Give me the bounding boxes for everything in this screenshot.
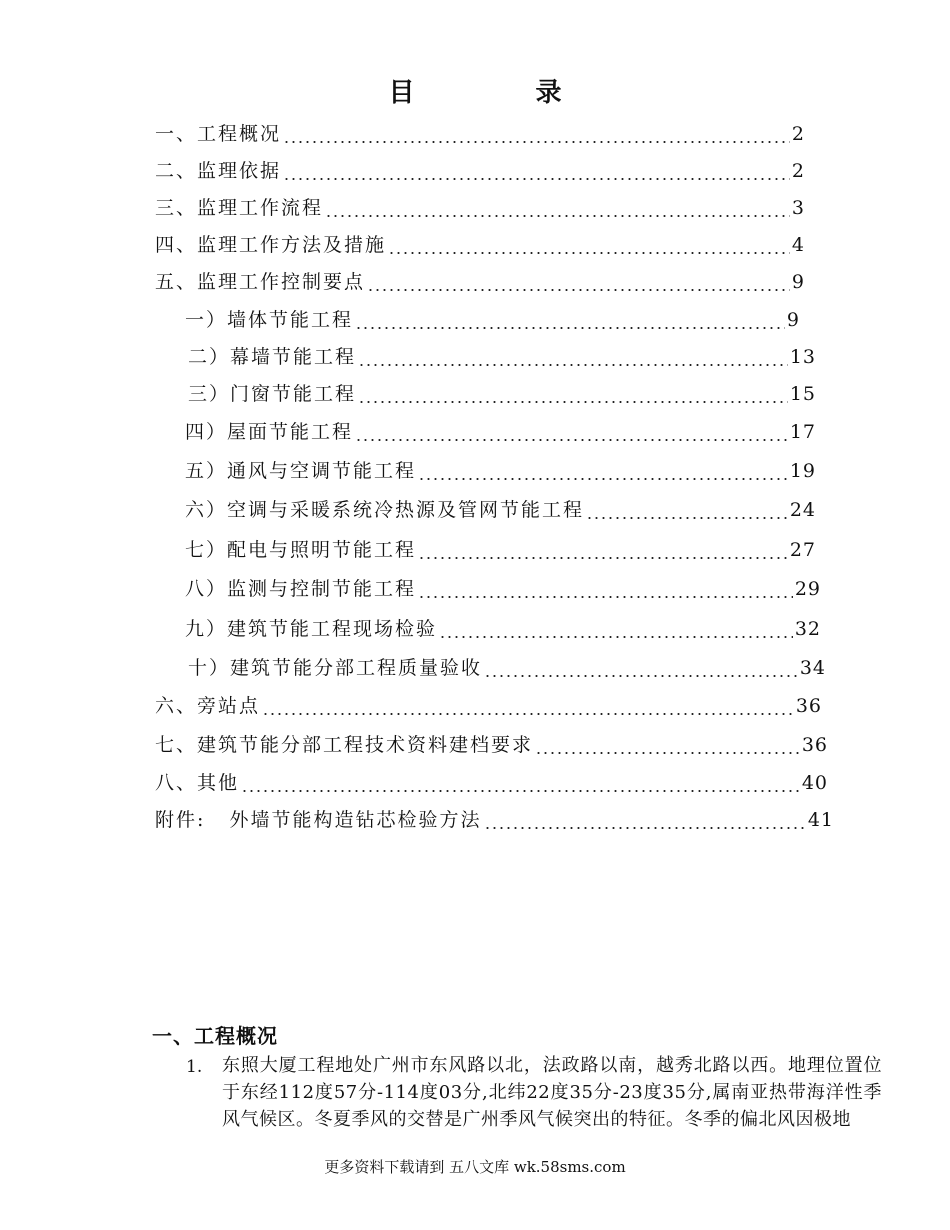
toc-entry-label: 二、监理依据 (155, 160, 282, 182)
toc-leader-dots (358, 385, 788, 403)
toc-entry-page: 24 (789, 499, 816, 521)
toc-leader-dots (388, 236, 790, 254)
toc-leader-dots (586, 501, 788, 519)
toc-leader-dots (241, 774, 800, 792)
toc-leader-dots (283, 162, 790, 180)
toc-entry-label: 一、工程概况 (155, 123, 282, 145)
toc-entry-page: 34 (799, 657, 826, 679)
toc-leader-dots (418, 541, 788, 559)
toc-entry-label: 一）墙体节能工程 (185, 309, 354, 331)
toc-entry-page: 41 (807, 809, 834, 831)
toc-entry-label: 四）屋面节能工程 (185, 421, 354, 443)
toc-title: 目 录 (388, 78, 618, 108)
toc-leader-dots (484, 659, 798, 677)
toc-entry-page: 9 (786, 309, 800, 331)
toc-entry-page: 40 (801, 772, 828, 794)
body-paragraph: 东照大厦工程地处广州市东风路以北，法政路以南，越秀北路以西。地理位置位于东经112度57分-114度03分,北纬22度35分-23度35分,属南亚热带海洋性季风气候区。冬夏季风的交替是广州季风气候突出的特征。冬季的偏北风因极地 (222, 1055, 882, 1130)
toc-entry-page: 3 (791, 197, 805, 219)
toc-leader-dots (262, 697, 794, 715)
toc-leader-dots (439, 620, 793, 638)
toc-leader-dots (418, 462, 788, 480)
toc-entry-label: 七）配电与照明节能工程 (185, 539, 417, 561)
toc-entry-page: 19 (789, 460, 816, 482)
toc-entry-page: 15 (789, 383, 816, 405)
toc-entry-page: 32 (794, 618, 821, 640)
toc-leader-dots (283, 125, 790, 143)
toc-leader-dots (367, 273, 790, 291)
toc-entry-page: 9 (791, 271, 805, 293)
toc-entry-label: 十）建筑节能分部工程质量验收 (188, 657, 483, 679)
toc-entry-label: 八、其他 (155, 772, 240, 794)
toc-entry-label: 六）空调与采暖系统冷热源及管网节能工程 (185, 499, 585, 521)
toc-leader-dots (535, 736, 800, 754)
toc-entry-label: 二）幕墙节能工程 (188, 346, 357, 368)
toc-entry-label: 三、监理工作流程 (155, 197, 324, 219)
toc-entry-label: 七、建筑节能分部工程技术资料建档要求 (155, 734, 534, 756)
toc-entry-label: 五）通风与空调节能工程 (185, 460, 417, 482)
toc-leader-dots (355, 423, 788, 441)
toc-leader-dots (325, 199, 790, 217)
toc-leader-dots (418, 580, 793, 598)
toc-entry-label: 八）监测与控制节能工程 (185, 578, 417, 600)
list-item-number: 1. (186, 1057, 203, 1077)
toc-entry-page: 13 (789, 346, 816, 368)
toc-entry-page: 2 (791, 160, 805, 182)
toc-entry-label: 九）建筑节能工程现场检验 (185, 618, 438, 640)
toc-entry-page: 36 (795, 695, 822, 717)
toc-entry-page: 4 (791, 234, 805, 256)
page-footer: 更多资料下载请到 五八文库 wk.58sms.com (324, 1158, 626, 1176)
toc-entry-page: 27 (789, 539, 816, 561)
toc-entry-label: 五、监理工作控制要点 (155, 271, 366, 293)
toc-leader-dots (355, 311, 785, 329)
toc-entry-page: 29 (794, 578, 821, 600)
toc-leader-dots (484, 811, 806, 829)
section-heading: 一、工程概况 (152, 1024, 278, 1048)
toc-entry-label: 六、旁站点 (155, 695, 261, 717)
toc-entry-page: 17 (789, 421, 816, 443)
toc-entry-label: 附件: 外墙节能构造钻芯检验方法 (155, 809, 482, 831)
toc-entry-page: 36 (801, 734, 828, 756)
toc-entry-label: 四、监理工作方法及措施 (155, 234, 387, 256)
toc-entry-label: 三）门窗节能工程 (188, 383, 357, 405)
toc-leader-dots (358, 348, 788, 366)
toc-entry-page: 2 (791, 123, 805, 145)
